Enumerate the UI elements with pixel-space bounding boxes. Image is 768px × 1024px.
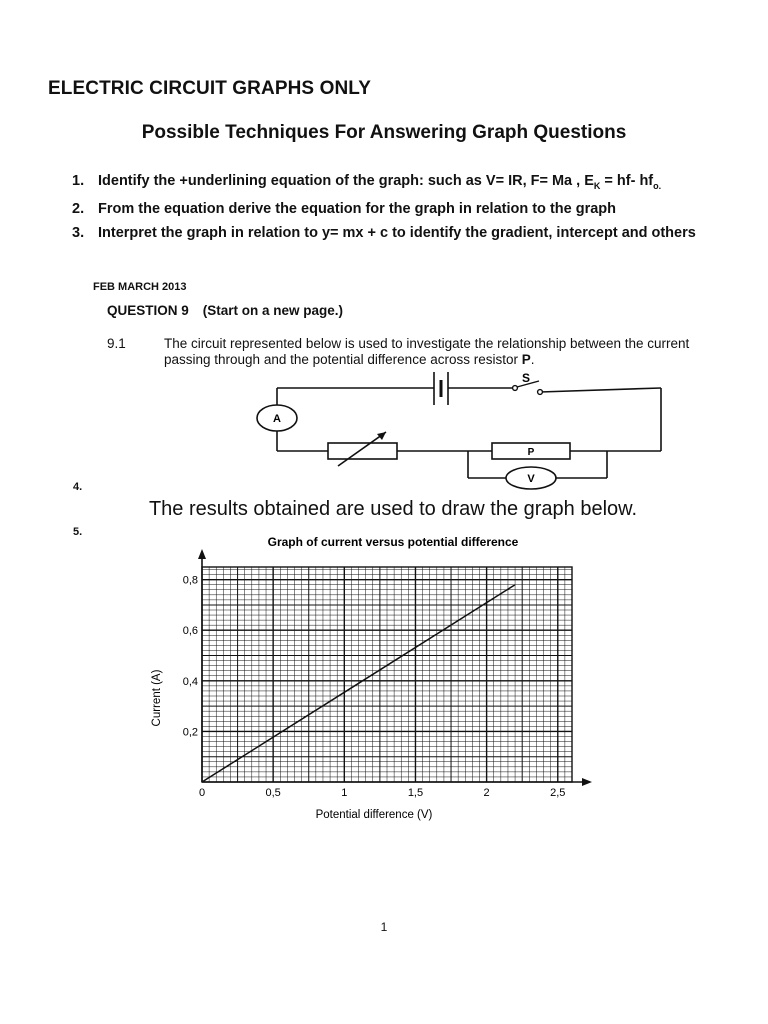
y-tick-label: 0,2 [182,726,198,739]
x-tick-label: 0,5 [265,787,281,799]
list-number-5: 5. [73,526,83,538]
list-number-4: 4. [73,481,83,493]
step-text: From the equation derive the equation for the graph in relation to the graph [98,201,616,218]
current-voltage-chart [140,530,600,830]
y-tick-label: 0,8 [182,574,198,587]
results-sentence: The results obtained are used to draw the graph below. [148,498,638,520]
page-number: 1 [380,920,388,934]
x-tick-label: 1 [341,787,348,799]
switch-label: S [521,371,531,385]
document-heading: ELECTRIC CIRCUIT GRAPHS ONLY [48,78,372,99]
x-axis-label: Potential difference (V) [315,809,433,821]
voltmeter-icon [506,467,556,489]
x-axis-arrow-icon [582,778,592,786]
rheostat-icon [328,432,397,466]
question-heading: QUESTION 9 (Start on a new page.) [107,303,344,318]
step-number: 2. [72,201,85,218]
resistor-label: P [527,447,535,458]
battery-icon [434,372,448,405]
grid [202,567,572,782]
y-axis-arrow-icon [198,549,206,559]
chart-title: Graph of current versus potential difference [267,535,519,549]
step-number: 1. [72,173,85,189]
exam-label: FEB MARCH 2013 [93,281,187,293]
y-tick-label: 0,4 [182,675,198,688]
step-text: Interpret the graph in relation to y= mx + c to identify the gradient, intercept and others [98,224,696,241]
resistor-p-icon [492,443,570,459]
step-3 [72,222,732,246]
wire [540,388,661,392]
technique-steps [72,170,732,245]
x-tick-label: 0 [198,787,206,799]
document-subheading: Possible Techniques For Answering Graph Questions [141,122,627,143]
y-axis-label: Current (A) [151,669,163,727]
ammeter-label: A [273,413,281,425]
question-text: The circuit represented below is used to investigate the relationship between the current passing through and the potential difference across resistor P. [164,336,690,367]
question-number: 9.1 [107,336,126,351]
switch-icon [513,371,543,394]
x-tick-label: 2 [483,787,490,799]
y-tick-label: 0,6 [182,625,198,638]
step-number: 3. [72,224,85,241]
x-tick-label: 1,5 [407,787,424,799]
step-1 [72,170,732,198]
step-text: Identify the +underlining equation of the graph: such as V= IR, F= Ma , $E_K = hf-$ $hf_{o.}$ [98,173,662,191]
circuit-diagram [240,368,670,498]
voltmeter-label: V [527,473,535,485]
step-2 [72,198,732,222]
ammeter-icon [257,405,297,431]
x-tick-label: 2,5 [550,787,566,799]
